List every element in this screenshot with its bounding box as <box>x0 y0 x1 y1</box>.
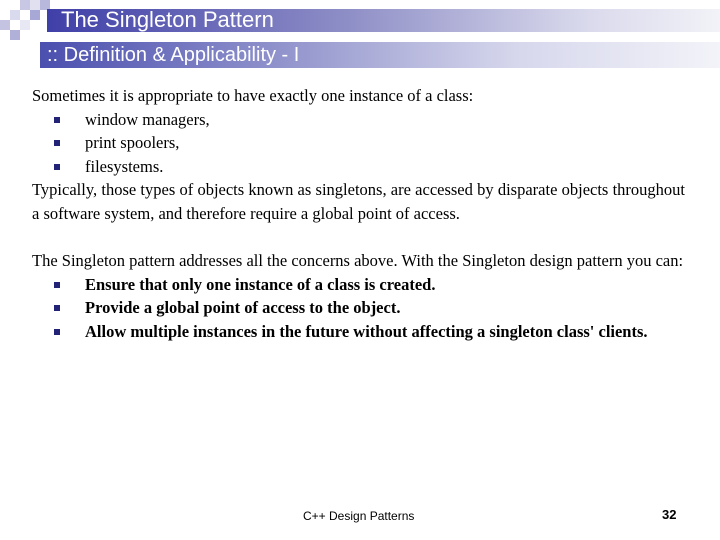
square-bullet-icon <box>32 320 85 344</box>
list-item <box>32 296 685 320</box>
square-bullet-icon <box>32 296 85 320</box>
decor-square <box>30 0 40 10</box>
list-item <box>32 108 685 132</box>
footer-label: C++ Design Patterns <box>303 509 415 523</box>
decor-square <box>20 20 30 30</box>
pattern-bullet-list <box>32 273 685 344</box>
slide-body <box>32 84 685 343</box>
list-item <box>32 273 685 297</box>
intro-bullet-list <box>32 108 685 179</box>
decor-square <box>30 10 40 20</box>
pattern-paragraph: The Singleton pattern addresses all the concerns above. With the Singleton design pattern you can: <box>32 251 684 270</box>
bullet-text: filesystems. <box>85 156 164 176</box>
bullet-text: window managers, <box>85 109 210 129</box>
decor-square <box>10 10 20 20</box>
singletons-paragraph: Typically, those types of objects known as singletons, are accessed by disparate objects throughout a software system, and therefore require a global point of access. <box>32 180 685 223</box>
decor-square <box>10 30 20 40</box>
list-item <box>32 320 685 344</box>
page-number: 32 <box>662 507 677 522</box>
bullet-text: Allow multiple instances in the future without affecting a singleton class' clients. <box>85 321 648 341</box>
list-item <box>32 131 685 155</box>
slide-title: The Singleton Pattern <box>61 7 274 32</box>
list-item <box>32 155 685 179</box>
square-bullet-icon <box>32 155 85 179</box>
square-bullet-icon <box>32 273 85 297</box>
square-bullet-icon <box>32 108 85 132</box>
bullet-text: Provide a global point of access to the object. <box>85 298 401 317</box>
square-bullet-icon <box>32 131 85 155</box>
decor-square <box>20 0 30 10</box>
paragraph-spacer <box>32 225 685 249</box>
slide-subtitle: :: Definition & Applicability - I <box>47 44 300 66</box>
bullet-text: print spoolers, <box>85 133 180 152</box>
bullet-text: Ensure that only one instance of a class is created. <box>85 274 436 294</box>
decor-square <box>0 20 10 30</box>
intro-text: Sometimes it is appropriate to have exactly one instance of a class: <box>32 86 474 105</box>
